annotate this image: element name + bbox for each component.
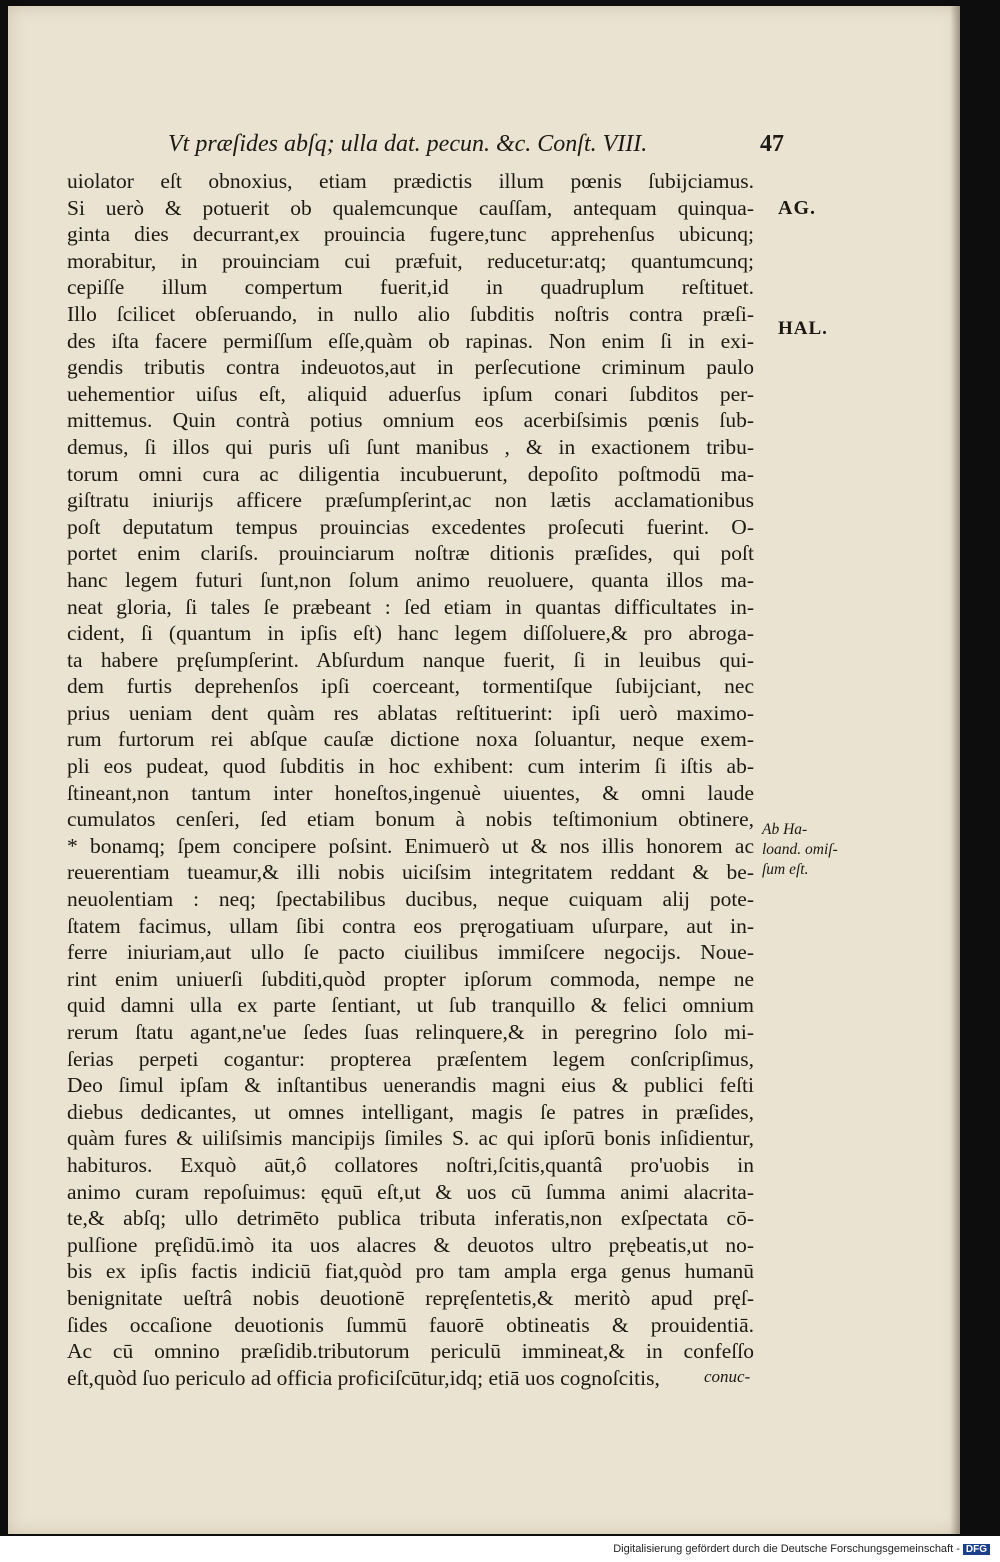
margin-note-ag: AG. <box>778 197 816 219</box>
footer-text: Digitalisierung gefördert durch die Deutsche Forschungsgemeinschaft - <box>613 1543 960 1555</box>
text-line: ſides occaſione deuotionis ſummū fauorē obtineatis & prouidentiā. <box>67 1312 754 1337</box>
text-line: ſerias perpeti cogantur: propterea præſentem legem conſcripſimus, <box>67 1046 754 1071</box>
text-line: cumulatos cenſeri, ſed etiam bonum à nobis teſtimonium obtinere, <box>67 807 754 832</box>
text-line: giſtratu iniurijs afficere præſumpſerint,ac non lætis acclamationibus <box>67 488 754 513</box>
margin-note-haloand <box>762 820 838 880</box>
text-line: morabitur, in prouinciam cui præfuit, reducetur:atq; quantumcunq; <box>67 248 754 273</box>
text-line: rint enim uniuerſi ſubditi,quòd propter ipſorum commoda, nempe ne <box>67 966 754 991</box>
text-line: rum furtorum rei abſque cauſæ dictione noxa ſoluantur, neque exem- <box>67 727 754 752</box>
text-line: pli eos pudeat, quod ſubditis in hoc exhibent: cum interim ſi iſtis ab- <box>67 754 754 779</box>
running-head <box>168 131 784 167</box>
text-line: benignitate ueſtrâ nobis deuotionē repręſentetis,& meritò apud pręſ- <box>67 1285 754 1310</box>
text-line: ferre iniuriam,aut ullo ſe pacto ciuilibus immiſcere negocijs. Noue- <box>67 940 754 965</box>
text-line: eſt,quòd ſuo periculo ad officia proficiſcūtur,idq; etiā uos cognoſcitis, <box>67 1365 660 1390</box>
text-line: demus, ſi illos qui puris uſi ſunt manibus , & in exactionem tribu- <box>67 434 754 459</box>
text-line: Si uerò & potuerit ob qualemcunque cauſſam, antequam quinqua- <box>67 195 754 220</box>
text-line: ſtatem facimus, ullam ſibi contra eos pręrogatiuam uſurpare, aut in- <box>67 913 754 938</box>
running-head-title: Vt præſides abſq; ulla dat. pecun. &c. Conſt. VIII. <box>168 131 648 157</box>
digitization-footer <box>613 1543 990 1555</box>
text-line: prius ueniam dent quàm res ablatas reſtituerint: ipſi uerò maximo- <box>67 700 754 725</box>
text-line: uiolator eſt obnoxius, etiam prædictis illum pœnis ſubijciamus. <box>67 169 754 193</box>
text-line: diebus dedicantes, ut omnes intelligant, magis ſe patres in præſides, <box>67 1099 754 1124</box>
text-line: ſtineant,non tantum inter honeſtos,ingenuè uiuentes, & omni laude <box>67 780 754 805</box>
text-line: poſt deputatum tempus prouincias excedentes proſecuti fuerint. O- <box>67 514 754 539</box>
text-line: habituros. Exquò aūt,ô collatores noſtri,ſcitis,quantâ pro'uobis in <box>67 1152 754 1177</box>
text-line: bis ex ipſis factis indiciū fiat,quòd pro tam ampla erga genus humanū <box>67 1259 754 1284</box>
text-line: mittemus. Quin contrà potius omnium eos acerbiſsimis pœnis ſub- <box>67 408 754 433</box>
catchword: conuc- <box>704 1367 751 1386</box>
text-line: reuerentiam tueamur,& illi nobis uiciſsim integritatem reddant & be- <box>67 860 754 885</box>
margin-note-line: ſum eſt. <box>762 861 809 878</box>
text-line: Illo ſcilicet obſeruando, in nullo alio ſubditis noſtris contra præſi- <box>67 301 754 326</box>
text-line: quid damni ulla ex parte ſentiant, ut ſub tranquillo & felici omnium <box>67 993 754 1018</box>
text-line: neat gloria, ſi tales ſe præbeant : ſed etiam in quantas difficultates in- <box>67 594 754 619</box>
margin-note-line: loand. omiſ- <box>762 841 838 858</box>
margin-note-line: Ab Ha- <box>762 821 808 838</box>
text-line: Deo ſimul ipſam & inſtantibus uenerandis magni eius & publici feſti <box>67 1073 754 1098</box>
margin-note-hal: HAL. <box>778 318 828 339</box>
text-line: neuolentiam : neq; ſpectabilibus ducibus, neque cuiquam alij pote- <box>67 887 754 912</box>
text-line: rerum ſtatu agant,ne'ue ſedes ſuas relinquere,& in peregrino ſolo mi- <box>67 1020 754 1044</box>
text-line: hanc legem futuri ſunt,non ſolum animo reuoluere, quanta illos ma- <box>67 567 754 592</box>
text-line: uehementior uiſus eſt, aliquid aduerſus ipſum conari ſubditos per- <box>67 381 754 406</box>
text-line: ginta dies decurrant,ex prouincia fugere,tunc apprehenſus ubicunq; <box>67 222 754 247</box>
body-text <box>67 168 754 1391</box>
text-line: cident, ſi (quantum in ipſis eſt) hanc legem diſſoluere,& pro abroga- <box>67 621 754 646</box>
text-line: ta habere pręſumpſerint. Abſurdum nanque fuerit, ſi in leuibus qui- <box>67 647 754 672</box>
dfg-logo: DFG <box>963 1544 990 1555</box>
text-line: cepiſſe illum compertum fuerit,id in quadruplum reſtituet. <box>67 275 754 300</box>
text-line: animo curam repoſuimus: ęquū eſt,ut & uos cū ſumma animi alacrita- <box>67 1179 754 1204</box>
text-line: pulſione pręſidū.imò ita uos alacres & deuotos ultro prębeatis,ut no- <box>67 1232 754 1257</box>
text-line: Ac cū omnino præſidib.tributorum periculū immineat,& in confeſſo <box>67 1339 754 1364</box>
text-line: torum omni cura ac diligentia incubuerunt, depoſito poſtmodū ma- <box>67 461 754 486</box>
text-line: quàm fures & uiliſsimis mancipijs ſimiles S. ac qui ipſorū bonis inſidientur, <box>67 1126 754 1151</box>
text-line: * bonamq; ſpem concipere poſsint. Enimuerò ut & nos illis honorem ac <box>67 833 754 858</box>
text-line: te,& abſq; ullo detrimēto publica tributa inferatis,non exſpectata cō- <box>67 1206 754 1231</box>
page-number: 47 <box>760 131 784 157</box>
text-line: dem furtis deprehenſos ipſi coerceant, tormentiſque ſubijciant, nec <box>67 674 754 699</box>
text-line: des iſta facere permiſſum eſſe,quàm ob rapinas. Non enim ſi in exi- <box>67 328 754 353</box>
text-line: portet enim clariſs. prouinciarum noſtræ ditionis præſides, qui poſt <box>67 541 754 566</box>
text-line: gendis tributis contra indeuotos,aut in perſecutione criminum paulo <box>67 355 754 380</box>
